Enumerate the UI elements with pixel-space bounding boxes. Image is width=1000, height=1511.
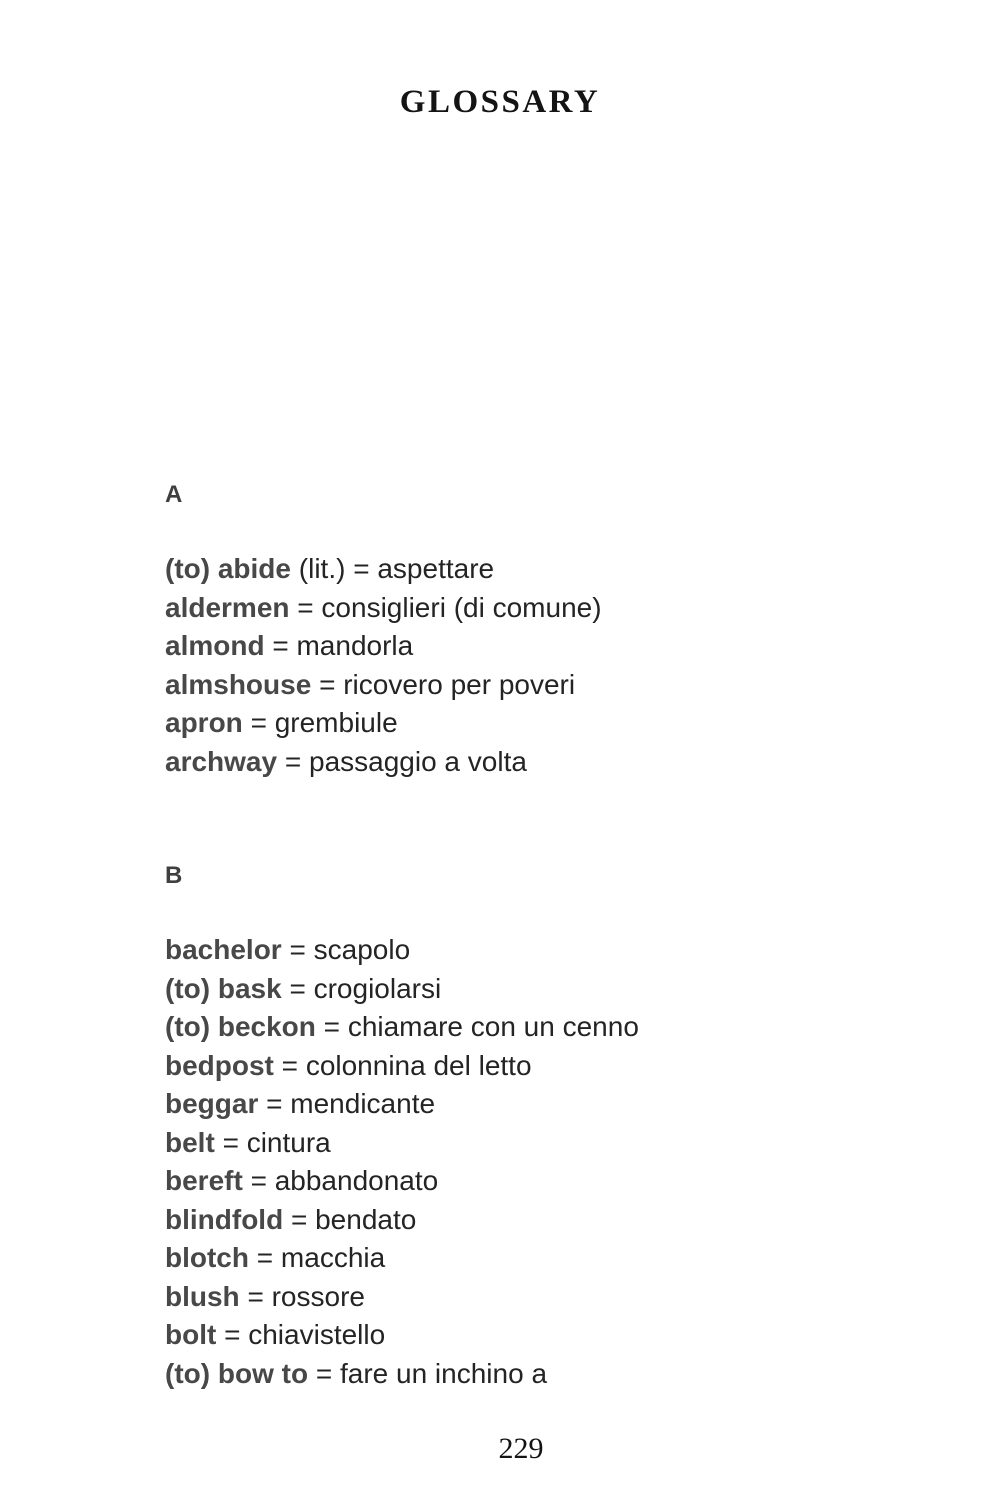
glossary-section-a: [165, 480, 877, 781]
entry-definition: abbandonato: [274, 1165, 439, 1196]
glossary-entry: [165, 666, 877, 705]
glossary-content: [165, 480, 877, 1393]
entry-definition: colonnina del letto: [305, 1049, 532, 1081]
equals-sign: =: [224, 1319, 241, 1350]
glossary-entry: [165, 1316, 877, 1355]
entry-list: [165, 550, 877, 781]
entry-term: archway: [165, 745, 278, 777]
section-letter: A: [165, 481, 183, 508]
glossary-entry: [165, 743, 877, 782]
equals-sign: =: [272, 630, 289, 661]
entry-definition: passaggio a volta: [309, 745, 527, 777]
glossary-entry: [165, 1355, 877, 1394]
entry-term: blotch: [165, 1242, 249, 1273]
glossary-entry: [165, 1085, 877, 1124]
entry-term: bereft: [165, 1165, 243, 1196]
glossary-entry: [165, 1239, 877, 1278]
glossary-section-b: [165, 861, 877, 1393]
entry-definition: scapolo: [313, 934, 411, 965]
entry-definition: cintura: [246, 1126, 331, 1158]
equals-sign: =: [281, 1049, 299, 1081]
entry-term: bolt: [165, 1319, 217, 1350]
equals-sign: =: [284, 745, 302, 777]
entry-term: (to) beckon: [165, 1011, 316, 1042]
equals-sign: =: [289, 972, 306, 1004]
entry-term: aldermen: [165, 591, 290, 623]
glossary-entry: [165, 1162, 877, 1201]
glossary-entry: [165, 1047, 877, 1086]
glossary-entry: [165, 627, 877, 666]
glossary-entry: [165, 931, 877, 970]
entry-note: (lit.): [298, 553, 346, 584]
entry-definition: macchia: [280, 1242, 386, 1273]
equals-sign: =: [290, 1203, 308, 1235]
equals-sign: =: [256, 1242, 274, 1273]
glossary-entry: [165, 704, 877, 743]
entry-term: bachelor: [165, 934, 282, 965]
glossary-entry: [165, 1278, 877, 1317]
entry-list: [165, 931, 877, 1393]
glossary-entry: [165, 1201, 877, 1240]
equals-sign: =: [315, 1357, 333, 1389]
equals-sign: =: [222, 1126, 239, 1158]
entry-definition: consiglieri (di comune): [321, 591, 602, 623]
entry-term: (to) bask: [165, 972, 282, 1004]
glossary-entry: [165, 1008, 877, 1047]
entry-definition: aspettare: [377, 553, 495, 584]
glossary-entry: [165, 1124, 877, 1163]
entry-term: blush: [165, 1280, 240, 1312]
entry-definition: ricovero per poveri: [343, 668, 576, 700]
entry-definition: chiavistello: [248, 1319, 386, 1350]
equals-sign: =: [266, 1088, 283, 1119]
entry-term: (to) bow to: [165, 1357, 309, 1389]
equals-sign: =: [289, 934, 306, 965]
entry-term: apron: [165, 707, 243, 738]
glossary-entry: [165, 970, 877, 1009]
entry-definition: mendicante: [290, 1088, 436, 1119]
entry-term: almond: [165, 630, 265, 661]
equals-sign: =: [323, 1011, 341, 1042]
entry-term: almshouse: [165, 668, 312, 700]
glossary-entry: [165, 550, 877, 589]
entry-definition: bendato: [315, 1203, 417, 1235]
entry-definition: rossore: [271, 1280, 365, 1312]
equals-sign: =: [297, 591, 314, 623]
equals-sign: =: [250, 707, 267, 738]
entry-term: blindfold: [165, 1203, 284, 1235]
entry-definition: crogiolarsi: [313, 972, 442, 1004]
equals-sign: =: [353, 553, 370, 584]
equals-sign: =: [250, 1165, 267, 1196]
entry-term: belt: [165, 1126, 215, 1158]
glossary-entry: [165, 589, 877, 628]
entry-definition: chiamare con un cenno: [347, 1011, 639, 1042]
equals-sign: =: [247, 1280, 264, 1312]
entry-term: beggar: [165, 1088, 259, 1119]
entry-term: bedpost: [165, 1049, 274, 1081]
page-number: 229: [498, 1432, 544, 1465]
equals-sign: =: [319, 668, 336, 700]
section-letter: B: [165, 862, 183, 889]
page-title: GLOSSARY: [399, 84, 601, 120]
entry-definition: grembiule: [274, 707, 398, 738]
entry-definition: mandorla: [296, 630, 414, 661]
entry-term: (to) abide: [165, 553, 291, 584]
entry-definition: fare un inchino a: [339, 1357, 548, 1389]
